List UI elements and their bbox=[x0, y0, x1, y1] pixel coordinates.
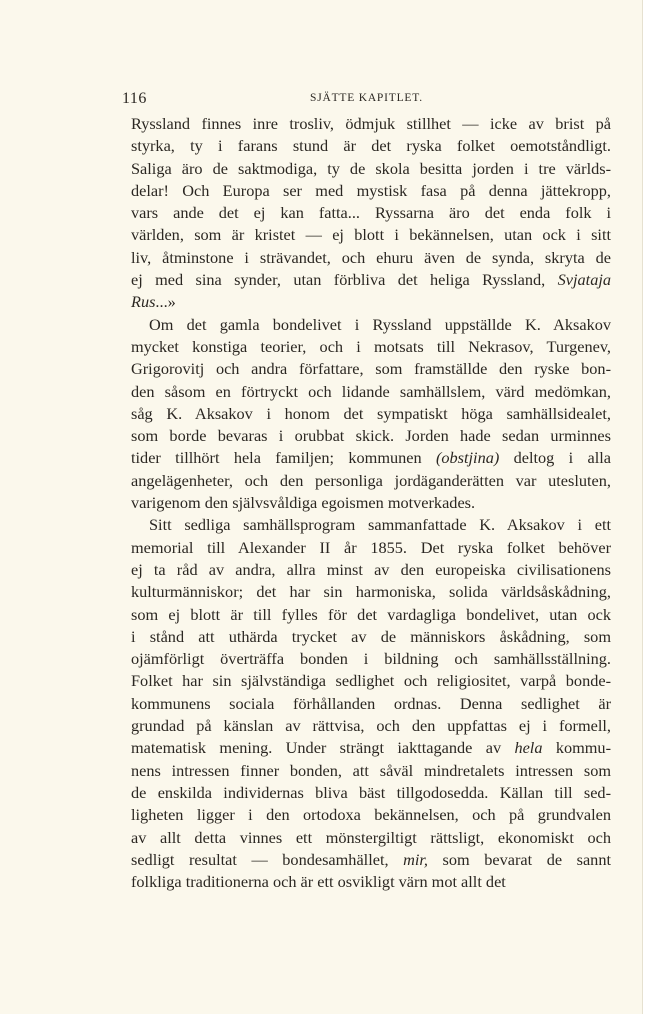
text-line: kommunens sociala förhållanden ordnas. Denna sedlighet är bbox=[131, 693, 611, 713]
text-line: världen, som är kristet — ej blott i bekännelsen, utan ock i sitt bbox=[131, 225, 611, 245]
text-line: ojämförligt överträffa bonden i bildning och samhällsställning. bbox=[131, 649, 611, 669]
text-line: såg K. Aksakov i honom det sympatiskt höga samhällsidealet, bbox=[131, 403, 611, 423]
paragraph bbox=[131, 514, 611, 893]
body-text bbox=[131, 113, 611, 893]
text-line: folkliga traditionerna och är ett osvikligt värn mot allt det bbox=[131, 872, 506, 892]
paragraph bbox=[131, 314, 611, 515]
text-line: Ryssland finnes inre trosliv, ödmjuk stillhet — icke av brist på bbox=[131, 114, 611, 133]
text-line: delar! Och Europa ser med mystisk fasa på denna jättekropp, bbox=[131, 180, 611, 200]
text-line: sedligt resultat — bondesamhället, mir, som bevarat de sannt bbox=[131, 849, 611, 869]
text-line: mycket konstiga teorier, och i motsats till Nekrasov, Turgenev, bbox=[131, 336, 611, 356]
text-line: memorial till Alexander II år 1855. Det ryska folket behöver bbox=[131, 537, 611, 557]
text-line: den såsom en förtryckt och lidande samhällslem, värd medömkan, bbox=[131, 381, 611, 401]
paragraph bbox=[131, 113, 611, 314]
text-line: varigenom den självsvåldiga egoismen motverkades. bbox=[131, 493, 476, 513]
text-line: Sitt sedliga samhällsprogram sammanfattade K. Aksakov i ett bbox=[149, 515, 611, 535]
running-head: SJÄTTE KAPITLET. bbox=[310, 92, 423, 104]
text-line: vars ande det ej kan fatta... Ryssarna äro det enda folk i bbox=[131, 203, 611, 223]
text-line: tider tillhört hela familjen; kommunen (obstjina) deltog i alla bbox=[131, 448, 611, 468]
text-line: Saliga äro de saktmodiga, ty de skola besitta jorden i tre världs- bbox=[131, 158, 611, 178]
text-line: matematisk mening. Under strängt iakttagande av hela kommu- bbox=[131, 738, 611, 758]
text-line: av allt detta vinnes ett mönstergiltigt rättsligt, ekonomiskt och bbox=[131, 827, 611, 847]
text-line: som ej blott är till fylles för det vardagliga bondelivet, utan ock bbox=[131, 604, 611, 624]
text-line: Rus...» bbox=[131, 292, 176, 312]
text-line: ej med sina synder, utan förbliva det heliga Ryssland, Svjataja bbox=[131, 270, 611, 290]
text-line: liv, åtminstone i strävandet, och ehuru även de synda, skryta de bbox=[131, 247, 611, 267]
text-line: kulturmänniskor; det har sin harmoniska, solida världsåskådning, bbox=[131, 582, 611, 602]
text-line: i stånd att uthärda trycket av de människors åskådning, som bbox=[131, 626, 611, 646]
text-line: grundad på känslan av rättvisa, och den uppfattas ej i formell, bbox=[131, 716, 611, 736]
text-line: ligheten ligger i den ortodoxa bekännelsen, och på grundvalen bbox=[131, 805, 611, 825]
text-line: de enskilda individernas bliva bäst tillgodosedda. Källan till sed- bbox=[131, 782, 611, 802]
italic-term: hela bbox=[514, 738, 543, 758]
text-line: Grigorovitj och andra författare, som framställde den ryske bon- bbox=[131, 359, 611, 379]
page-header bbox=[122, 90, 616, 108]
page-number: 116 bbox=[122, 90, 147, 107]
italic-term: Rus bbox=[131, 292, 156, 312]
italic-term: mir, bbox=[403, 849, 428, 869]
text-line: nens intressen finner bonden, att såväl mindretalets intressen som bbox=[131, 760, 611, 780]
text-line: ej ta råd av andra, allra minst av den europeiska civilisationens bbox=[131, 559, 611, 579]
text-line: styrka, ty i farans stund är det ryska folket oemotståndligt. bbox=[131, 136, 611, 156]
italic-term: Svjataja bbox=[557, 270, 611, 290]
italic-term: (obstjina) bbox=[435, 448, 500, 468]
text-line: angelägenheter, och den personliga jordäganderätten var utesluten, bbox=[131, 470, 611, 490]
text-line: Om det gamla bondelivet i Ryssland uppställde K. Aksakov bbox=[149, 314, 611, 334]
text-line: Folket har sin självständiga sedlighet och religiositet, varpå bonde- bbox=[131, 671, 611, 691]
text-line: som borde bevaras i orubbat skick. Jorden hade sedan urminnes bbox=[131, 426, 611, 446]
